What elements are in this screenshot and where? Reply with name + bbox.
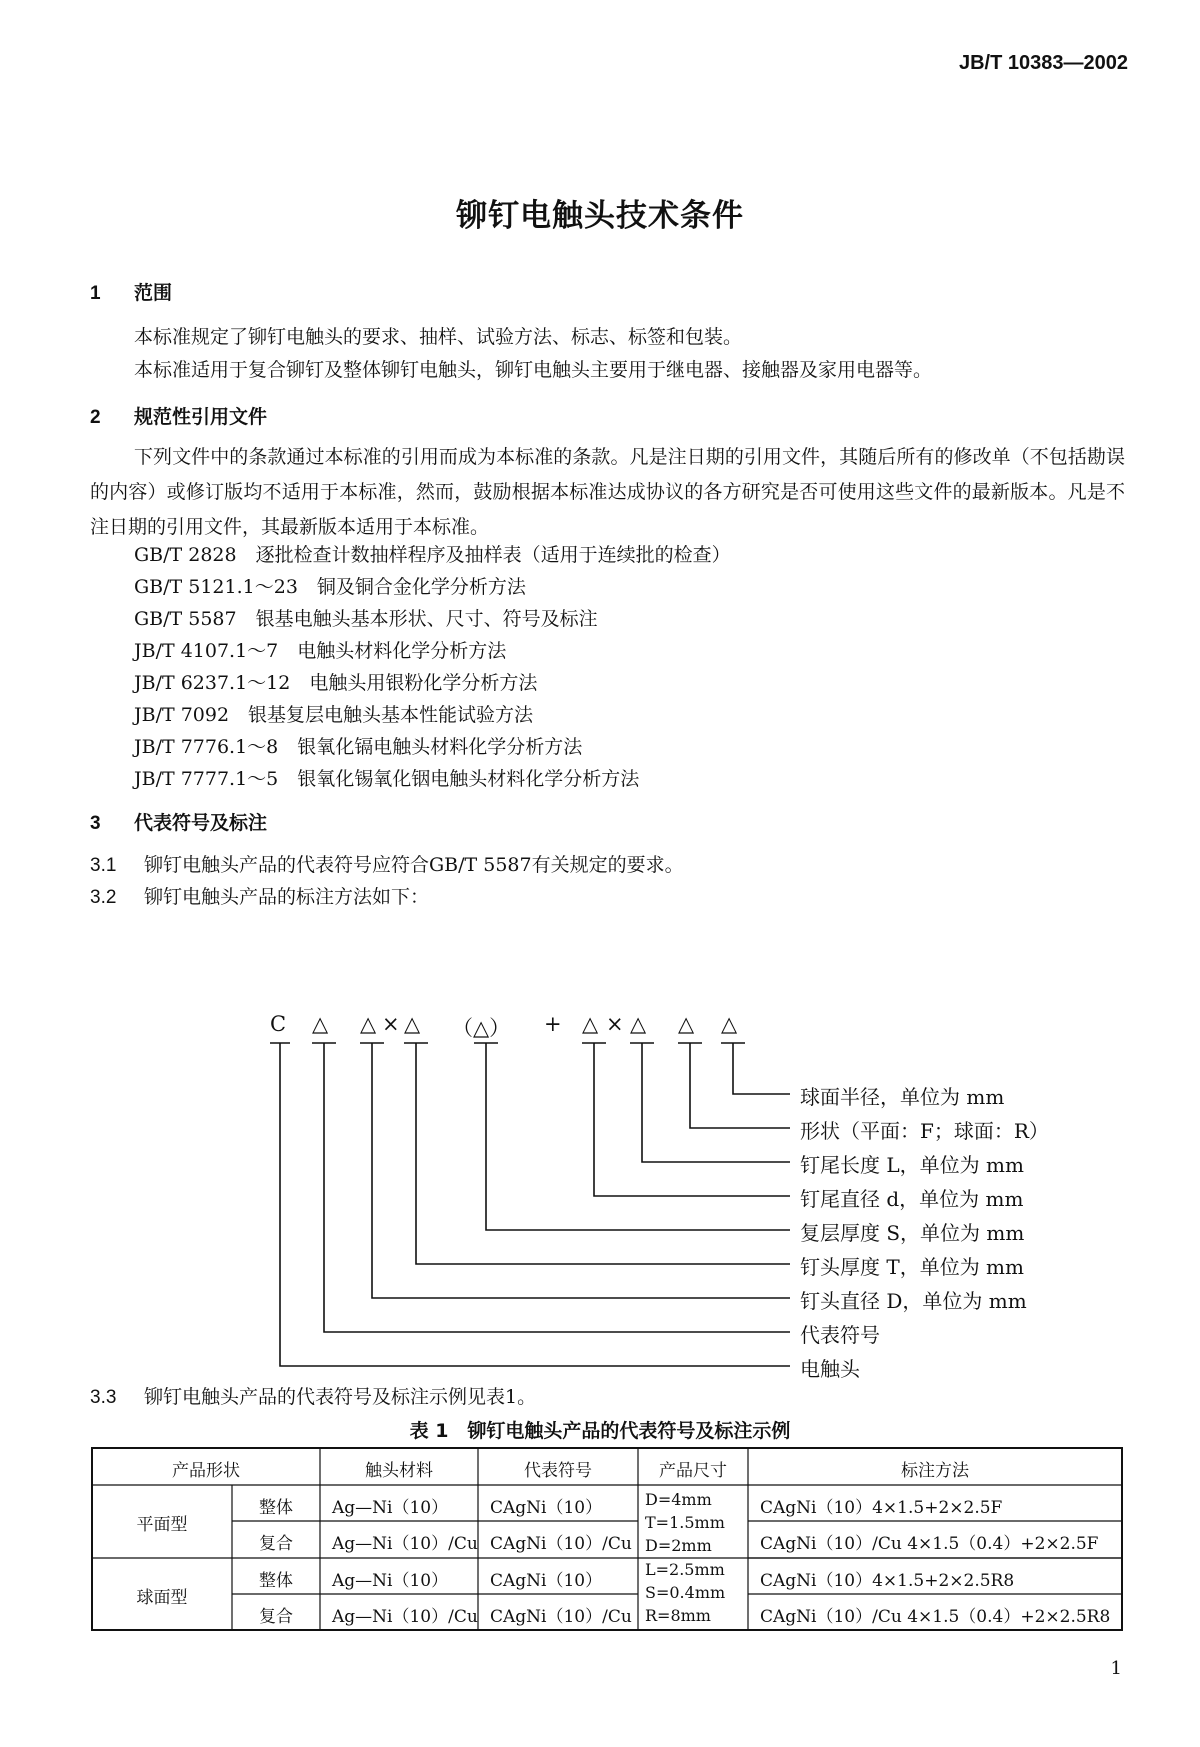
table-cell-material: Ag—Ni（10） [332, 1498, 449, 1518]
diagram-symbol: △ [312, 1012, 329, 1036]
table-header: 代表符号 [524, 1461, 592, 1481]
table-header: 产品尺寸 [659, 1461, 727, 1481]
diagram-legend-item: 代表符号 [800, 1323, 880, 1347]
table-header: 触头材料 [365, 1461, 433, 1481]
table-cell-dimension: D=4mm [645, 1490, 712, 1509]
table-cell-dimension: T=1.5mm [645, 1513, 725, 1532]
section-number: 1 [90, 283, 101, 304]
section-title: 代表符号及标注 [134, 812, 268, 834]
subclause-number: 3.1 [90, 855, 117, 876]
diagram-symbol: △ [678, 1012, 695, 1036]
table-cell-symbol: CAgNi（10） [490, 1571, 603, 1591]
diagram-symbol: △ [721, 1012, 738, 1036]
page-number: 1 [1110, 1658, 1122, 1679]
table-cell-material: Ag—Ni（10） [332, 1571, 449, 1591]
document-title: 铆钉电触头技术条件 [456, 198, 744, 234]
reference-item: JB/T 7092 银基复层电触头基本性能试验方法 [134, 704, 534, 726]
table-cell-marking: CAgNi（10）4×1.5+2×2.5F [760, 1498, 1003, 1518]
reference-item: JB/T 4107.1～7 电触头材料化学分析方法 [134, 640, 507, 662]
reference-item: GB/T 5121.1～23 铜及铜合金化学分析方法 [134, 576, 526, 598]
product-shape-group: 平面型 [136, 1515, 188, 1535]
table-cell-symbol: CAgNi（10）/Cu [490, 1607, 632, 1627]
reference-item: JB/T 6237.1～12 电触头用银粉化学分析方法 [134, 672, 538, 694]
table-header: 产品形状 [172, 1461, 240, 1481]
section-number: 3 [90, 813, 101, 834]
diagram-legend-item: 复层厚度 S，单位为 mm [800, 1221, 1025, 1245]
table-cell-material: Ag—Ni（10）/Cu [332, 1534, 478, 1554]
reference-item: JB/T 7777.1～5 银氧化锡氧化铟电触头材料化学分析方法 [134, 768, 640, 790]
table-cell-marking: CAgNi（10）/Cu 4×1.5（0.4）+2×2.5R8 [760, 1607, 1111, 1627]
section-1-paragraph-2: 本标准适用于复合铆钉及整体铆钉电触头，铆钉电触头主要用于继电器、接触器及家用电器等。 [134, 359, 933, 381]
diagram-legend-item: 球面半径，单位为 mm [800, 1085, 1005, 1109]
table-cell-subtype: 复合 [259, 1607, 293, 1627]
table-title: 表 1 铆钉电触头产品的代表符号及标注示例 [409, 1420, 791, 1442]
section-number: 2 [90, 407, 101, 428]
standard-number: JB/T 10383—2002 [958, 52, 1128, 74]
product-shape-group: 球面型 [136, 1588, 188, 1608]
subclause-number: 3.3 [90, 1387, 117, 1408]
diagram-symbol: △ [404, 1012, 421, 1036]
diagram-legend-item: 钉头厚度 T，单位为 mm [800, 1255, 1024, 1279]
section-2-paragraph: 下列文件中的条款通过本标准的引用而成为本标准的条款。凡是注日期的引用文件，其随后所有的修改单（不包括勘误的内容）或修订版均不适用于本标准，然而，鼓励根据本标准达成协议的各方研究是否可使用这些文件的最新版本。凡是不注日期的引用文件，其最新版本适用于本标准。 [90, 446, 1125, 538]
diagram-symbol: △ [630, 1012, 647, 1036]
table-cell-dimension: S=0.4mm [645, 1583, 726, 1602]
table-cell-symbol: CAgNi（10）/Cu [490, 1534, 632, 1554]
diagram-legend-item: 形状（平面：F；球面：R） [800, 1119, 1049, 1143]
subclause-text: 铆钉电触头产品的代表符号及标注示例见表1。 [144, 1386, 537, 1408]
diagram-legend-item: 电触头 [800, 1357, 860, 1381]
reference-item: GB/T 5587 银基电触头基本形状、尺寸、符号及标注 [134, 608, 598, 630]
diagram-symbol: △ [582, 1012, 599, 1036]
diagram-symbol: C [270, 1012, 287, 1036]
table-cell-dimension: L=2.5mm [645, 1560, 725, 1579]
table-cell-subtype: 整体 [259, 1498, 293, 1518]
section-title: 范围 [134, 282, 173, 304]
section-1-paragraph-1: 本标准规定了铆钉电触头的要求、抽样、试验方法、标志、标签和包装。 [134, 326, 743, 348]
table-cell-subtype: 复合 [259, 1534, 293, 1554]
diagram-legend-item: 钉尾长度 L，单位为 mm [800, 1153, 1024, 1177]
table-cell-symbol: CAgNi（10） [490, 1498, 603, 1518]
table-cell-marking: CAgNi（10）/Cu 4×1.5（0.4）+2×2.5F [760, 1534, 1099, 1554]
table-cell-dimension: R=8mm [645, 1606, 711, 1625]
table-cell-dimension: D=2mm [645, 1536, 712, 1555]
diagram-symbol: △ [360, 1012, 377, 1036]
table-header: 标注方法 [901, 1461, 969, 1481]
subclause-text: 铆钉电触头产品的标注方法如下： [144, 886, 430, 908]
reference-item: JB/T 7776.1～8 银氧化镉电触头材料化学分析方法 [134, 736, 583, 758]
diagram-symbol: （△） [452, 1016, 511, 1040]
table-cell-material: Ag—Ni（10）/Cu [332, 1607, 478, 1627]
subclause-number: 3.2 [90, 887, 117, 908]
diagram-symbol: × [382, 1012, 400, 1036]
subclause-text: 铆钉电触头产品的代表符号应符合GB/T 5587有关规定的要求。 [144, 854, 684, 876]
section-title: 规范性引用文件 [134, 406, 268, 428]
diagram-symbol: + [544, 1012, 562, 1036]
diagram-symbol: × [606, 1012, 624, 1036]
table-cell-subtype: 整体 [259, 1571, 293, 1591]
diagram-legend-item: 钉尾直径 d，单位为 mm [800, 1187, 1024, 1211]
table-cell-marking: CAgNi（10）4×1.5+2×2.5R8 [760, 1571, 1015, 1591]
reference-item: GB/T 2828 逐批检查计数抽样程序及抽样表（适用于连续批的检查） [134, 544, 731, 566]
diagram-legend-item: 钉头直径 D，单位为 mm [800, 1289, 1027, 1313]
